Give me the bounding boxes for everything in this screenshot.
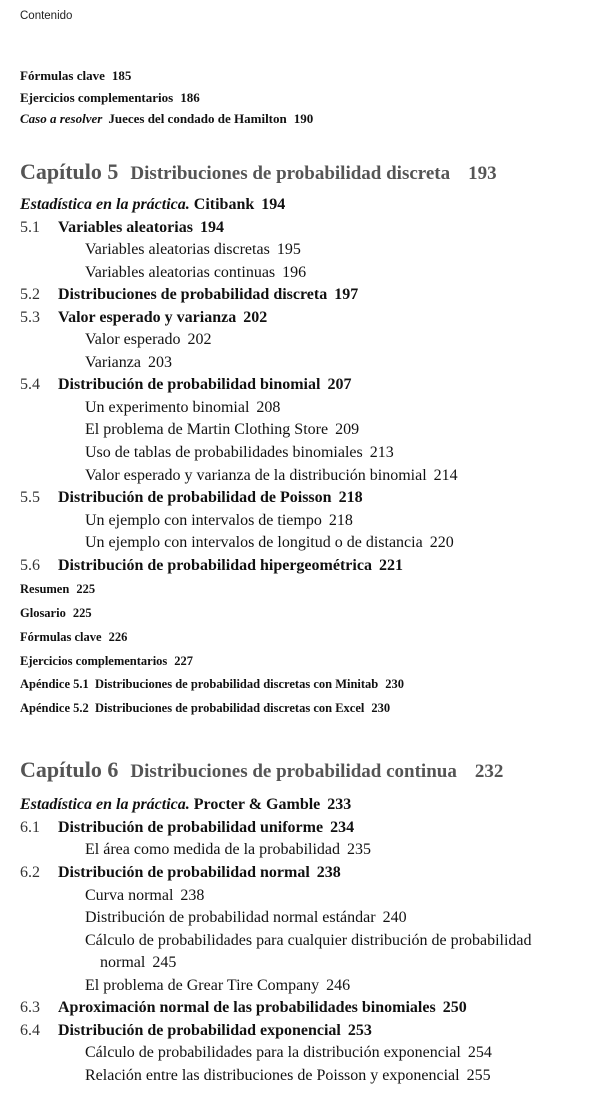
page-number: 213 [369,444,394,462]
subsection [0,352,600,375]
page-number: 209 [335,421,360,439]
subsection [0,397,600,420]
page-number: 238 [316,863,341,881]
section-title: Distribución de probabilidad binomial [58,376,321,394]
page-number: 254 [467,1044,492,1062]
page-number: 207 [327,376,352,394]
practice-entry [0,794,600,817]
subsection-title: Varianza [85,353,141,371]
page-number: 185 [111,68,132,83]
entry-title: Citibank [193,196,255,213]
subsection-title: El problema de Grear Tire Company [85,976,320,994]
page-number: 221 [378,556,403,574]
toc-entry [0,673,600,697]
toc-entry [0,697,600,721]
subsection-title: Un ejemplo con intervalos de tiempo [85,511,322,529]
section-number: 6.1 [20,818,40,836]
page-number: 238 [180,886,205,904]
subsection-title: Un experimento binomial [85,398,250,416]
entry-title: Glosario [20,606,66,621]
page-number: 196 [282,263,307,281]
section-number: 6.2 [20,863,40,881]
section-6-3 [0,997,600,1020]
page-number: 240 [382,909,407,927]
chapter-label: Capítulo 6 [20,757,119,782]
section-title: Distribución de probabilidad exponencial [58,1021,341,1039]
subsection [0,839,600,862]
page-number: 250 [442,999,467,1017]
section-5-6 [0,555,600,578]
subsection [0,1042,600,1065]
page-number: 234 [330,818,355,836]
subsection [0,532,600,555]
section-number: 6.3 [20,999,40,1017]
page-number: 246 [326,976,351,994]
subsection-title: Variables aleatorias continuas [85,263,276,281]
page-number: 227 [174,653,194,668]
entry-title: Apéndice 5.1 Distribuciones de probabilidad discretas con Minitab [20,677,379,692]
page-number: 225 [72,606,92,621]
entry-title: Ejercicios complementarios [20,653,168,668]
section-number: 5.3 [20,308,40,326]
section-title: Distribución de probabilidad de Poisson [58,489,332,507]
page-number: 194 [261,196,286,213]
toc-entry [0,626,600,650]
subsection [0,239,600,262]
entry-title: Fórmulas clave [20,629,102,644]
page-number: 235 [347,841,372,859]
subsection [0,975,600,998]
subsection-title: Distribución de probabilidad normal estándar [85,909,376,927]
section-5-2 [0,284,600,307]
chapter-label: Capítulo 5 [20,159,119,184]
section-number: 6.4 [20,1021,40,1039]
section-title: Distribución de probabilidad uniforme [58,818,324,836]
page-number: 218 [338,489,363,507]
subsection [0,930,580,975]
section-title: Distribución de probabilidad normal [58,863,310,881]
page-number: 220 [429,534,454,552]
page-number: 186 [180,89,200,105]
chapter-page: 193 [468,163,497,184]
subsection-title: Uso de tablas de probabilidades binomiales [85,444,363,462]
entry-title: Fórmulas clave [20,68,105,83]
section-5-5 [0,487,600,510]
section-number: 5.5 [20,489,40,507]
entry-prefix: Caso a resolver [20,111,103,126]
subsection [0,262,600,285]
page-number: 194 [199,218,224,236]
page-number: 208 [256,398,281,416]
section-6-1 [0,817,600,840]
subsection [0,885,600,908]
toc-entry [0,578,600,602]
section-title: Distribuciones de probabilidad discreta [58,286,328,304]
section-number: 5.4 [20,376,40,394]
section-title: Variables aleatorias [58,218,193,236]
section-title: Distribución de probabilidad hipergeométrica [58,556,372,574]
toc-entry [0,87,600,109]
section-number: 5.1 [20,218,40,236]
chapter-title: Distribuciones de probabilidad discreta [130,163,451,184]
toc-entry [0,65,600,87]
toc-entry [0,650,600,674]
subsection [0,465,600,488]
section-6-4 [0,1020,600,1043]
page-number: 233 [327,796,352,813]
entry-title: Procter & Gamble [193,796,321,813]
chapter-title: Distribuciones de probabilidad continua [130,761,457,782]
page-number: 225 [76,582,96,597]
page-number: 226 [108,629,128,644]
entry-title: Resumen [20,582,70,597]
section-5-4 [0,374,600,397]
running-head: Contenido [20,10,73,22]
section-number: 5.6 [20,556,40,574]
page-number: 195 [276,241,301,259]
chapter-6 [0,755,600,1087]
toc-entry [0,602,600,626]
page-number: 197 [334,286,359,304]
section-5-3 [0,307,600,330]
page-number: 190 [293,111,314,126]
page-number: 230 [385,677,405,692]
subsection-title: Relación entre las distribuciones de Poisson y exponencial [85,1066,460,1084]
entry-title: Ejercicios complementarios [20,89,174,105]
entry-title: Jueces del condado de Hamilton [108,111,287,126]
subsection [0,907,600,930]
section-5-1 [0,217,600,240]
top-entries [0,65,600,130]
page-number: 214 [433,466,458,484]
page-number: 203 [147,353,172,371]
subsection [0,442,600,465]
subsection [0,1065,600,1088]
page-number: 245 [152,954,177,972]
section-number: 5.2 [20,286,40,304]
subsection [0,419,600,442]
subsection-title: Un ejemplo con intervalos de longitud o de distancia [85,534,423,552]
subsection-title: El problema de Martin Clothing Store [85,421,329,439]
subsection-title: Valor esperado y varianza de la distribución binomial [85,466,427,484]
subsection-title: Valor esperado [85,331,181,349]
entry-title: Apéndice 5.2 Distribuciones de probabilidad discretas con Excel [20,701,365,716]
subsection-title: Curva normal [85,886,174,904]
toc-entry [0,108,600,130]
section-title: Valor esperado y varianza [58,308,237,326]
subsection-title: Cálculo de probabilidades para la distribución exponencial [85,1044,461,1062]
section-6-2 [0,862,600,885]
page-number: 202 [243,308,268,326]
practice-entry [0,194,600,217]
subsection-title: Cálculo de probabilidades para cualquier distribución de probabilidad normal [85,931,532,972]
chapter-page: 232 [474,761,504,782]
subsection [0,510,600,533]
page-number: 218 [328,511,353,529]
section-title: Aproximación normal de las probabilidades binomiales [58,999,436,1017]
page-number: 253 [347,1021,372,1039]
subsection-title: El área como medida de la probabilidad [85,841,341,859]
entry-prefix: Estadística en la práctica. [20,796,190,813]
chapter-heading [0,755,600,785]
subsection-title: Variables aleatorias discretas [85,241,270,259]
page-number: 230 [371,701,391,716]
page-number: 255 [466,1066,491,1084]
chapter-heading [0,157,600,187]
entry-prefix: Estadística en la práctica. [20,196,190,213]
subsection [0,329,600,352]
chapter-5 [0,157,600,721]
page-number: 202 [187,331,212,349]
